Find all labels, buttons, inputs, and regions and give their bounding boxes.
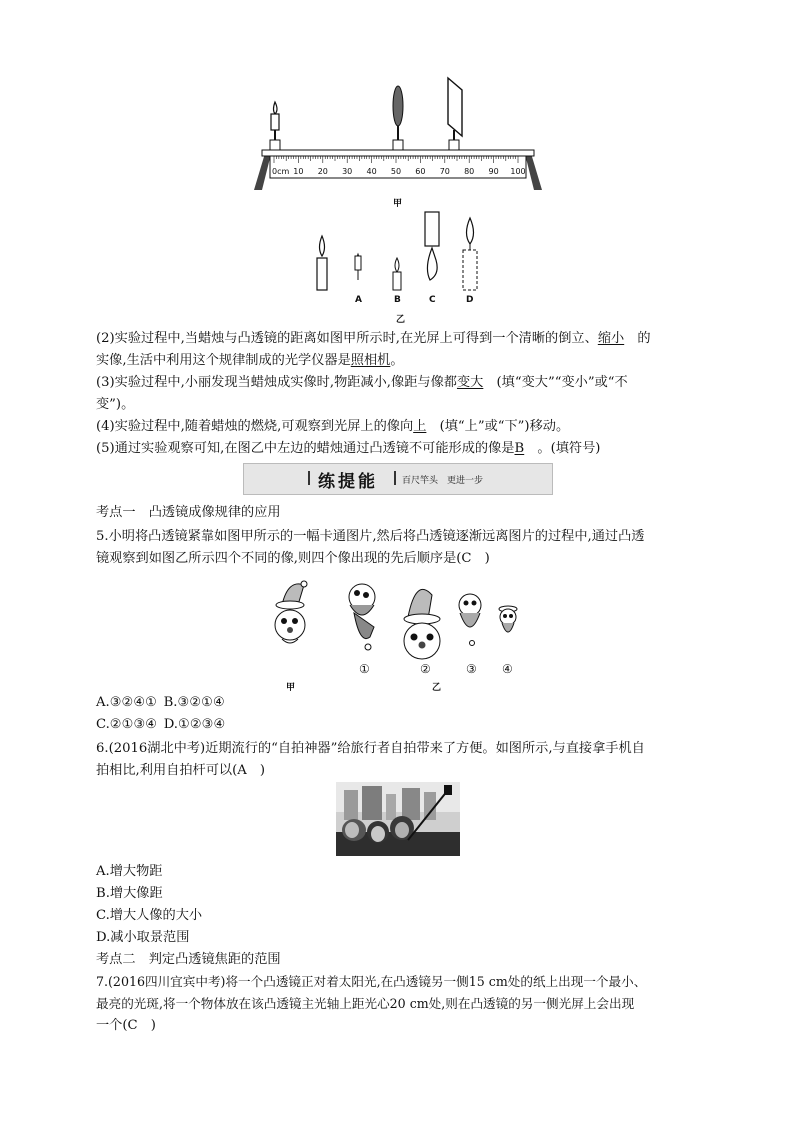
- ruler-tick-label: 60: [415, 167, 426, 176]
- ruler-tick-label: 20: [317, 167, 328, 176]
- ruler-tick-label: 0cm: [272, 167, 290, 176]
- banner-mid-bar: [394, 471, 396, 485]
- q4-answer-camera: 照相机: [350, 353, 391, 368]
- candle-on-bench: [270, 102, 280, 150]
- section-heading-2: 考点二 判定凸透镜焦距的范围: [96, 952, 281, 967]
- ruler-tick-label: 80: [464, 167, 475, 176]
- selfie-stick-photo: [336, 782, 460, 856]
- q5-img-label-4: ④: [502, 662, 513, 676]
- candle-images-figure: [308, 208, 498, 303]
- image-b: [393, 258, 401, 290]
- q4-part3-line2: 变”)。: [96, 397, 135, 412]
- q4-part2-line2: 实像,生活中利用这个规律制成的光学仪器是照相机。: [96, 353, 404, 368]
- cartoon-image-4: [499, 606, 517, 632]
- figure-jia-caption: 甲: [393, 199, 403, 209]
- q5-line2: 镜观察到如图乙所示四个不同的像,则四个像出现的先后顺序是(C ): [96, 551, 490, 566]
- q6-option-c: C.增大人像的大小: [96, 908, 203, 923]
- q4-part5: (5)通过实验观察可知,在图乙中左边的蜡烛通过凸透镜不可能形成的像是B 。(填符号): [96, 441, 601, 456]
- q4-part3-line1: (3)实验过程中,小丽发现当蜡烛成实像时,物距减小,像距与像都变大 (填“变大”“变小”或“不: [96, 375, 628, 390]
- cartoon-image-1: [349, 584, 375, 650]
- cartoon-image-3: [459, 594, 481, 646]
- q4-answer-shrink: 缩小: [597, 331, 625, 346]
- cartoon-original: [275, 581, 307, 643]
- q5-figure-jia-caption: 甲: [286, 683, 296, 693]
- q7-line2: 最亮的光斑,将一个物体放在该凸透镜主光轴上距光心20 cm处,则在凸透镜的另一侧光屏上会出现: [96, 996, 635, 1011]
- q5-line1: 5.小明将凸透镜紧靠如图甲所示的一幅卡通图片,然后将凸透镜逐渐远离图片的过程中,通过凸透: [96, 529, 645, 544]
- image-a: [355, 254, 361, 280]
- q6-line1: 6.(2016湖北中考)近期流行的“自拍神器”给旅行者自拍带来了方便。如图所示,与直接拿手机自: [96, 741, 645, 756]
- banner-subtitle: 百尺竿头 更进一步: [402, 476, 484, 486]
- q4-answer-bigger: 变大: [456, 375, 484, 390]
- ruler-tick-label: 40: [366, 167, 377, 176]
- ruler-tick-label: 30: [342, 167, 353, 176]
- lens-on-bench: [393, 86, 403, 150]
- candle-reference: [317, 236, 327, 290]
- q4-part2-line1: (2)实验过程中,当蜡烛与凸透镜的距离如图甲所示时,在光屏上可得到一个清晰的倒立、缩小 的: [96, 331, 651, 346]
- figure-yi-caption: 乙: [396, 315, 406, 325]
- q6-line2: 拍相比,利用自拍杆可以(A ): [96, 763, 266, 778]
- figure-yi-label-a: A: [355, 295, 362, 305]
- figure-yi-label-b: B: [394, 295, 401, 305]
- q5-img-label-1: ①: [359, 662, 370, 676]
- section-heading-1: 考点一 凸透镜成像规律的应用: [96, 505, 281, 520]
- ruler-tick-label: 50: [390, 167, 402, 176]
- optical-bench-figure: [248, 72, 548, 197]
- screen-on-bench: [448, 78, 462, 150]
- q7-line3: 一个(C ): [96, 1018, 156, 1033]
- q5-figure-yi-caption: 乙: [432, 683, 442, 693]
- q5-options-row2: [96, 715, 225, 735]
- q4-answer-b: B: [514, 441, 525, 456]
- image-d: [463, 218, 477, 290]
- ruler-tick-label: 10: [293, 167, 304, 176]
- image-c: [425, 212, 439, 280]
- q5-option-a: A.③②④①: [96, 695, 158, 710]
- q6-option-a: A.增大物距: [96, 864, 163, 879]
- q6-option-d: D.减小取景范围: [96, 930, 190, 945]
- cartoon-images-figure: [270, 575, 530, 690]
- q5-option-d: D.①②③④: [163, 717, 226, 732]
- q5-option-b: B.③②①④: [163, 695, 225, 710]
- q4-part4: (4)实验过程中,随着蜡烛的燃烧,可观察到光屏上的像向上 (填“上”或“下”)移动。: [96, 419, 570, 434]
- q5-img-label-3: ③: [466, 662, 477, 676]
- ruler-tick-label: 70: [439, 167, 450, 176]
- ruler-tick-label: 100: [510, 167, 526, 176]
- q4-answer-up: 上: [413, 419, 427, 434]
- q6-option-b: B.增大像距: [96, 886, 163, 901]
- cartoon-image-2: [404, 589, 440, 659]
- q5-options-row1: [96, 693, 225, 713]
- figure-yi-label-d: D: [466, 295, 474, 305]
- section-banner: [243, 463, 553, 495]
- q5-option-c: C.②①③④: [96, 717, 158, 732]
- q7-line1: 7.(2016四川宜宾中考)将一个凸透镜正对着太阳光,在凸透镜另一侧15 cm处的纸上出现一个最小、: [96, 974, 647, 989]
- q5-img-label-2: ②: [420, 662, 431, 676]
- figure-yi-label-c: C: [429, 295, 436, 305]
- banner-left-bar: [308, 471, 310, 485]
- banner-title: 练提能: [318, 472, 378, 492]
- ruler-tick-label: 90: [488, 167, 499, 176]
